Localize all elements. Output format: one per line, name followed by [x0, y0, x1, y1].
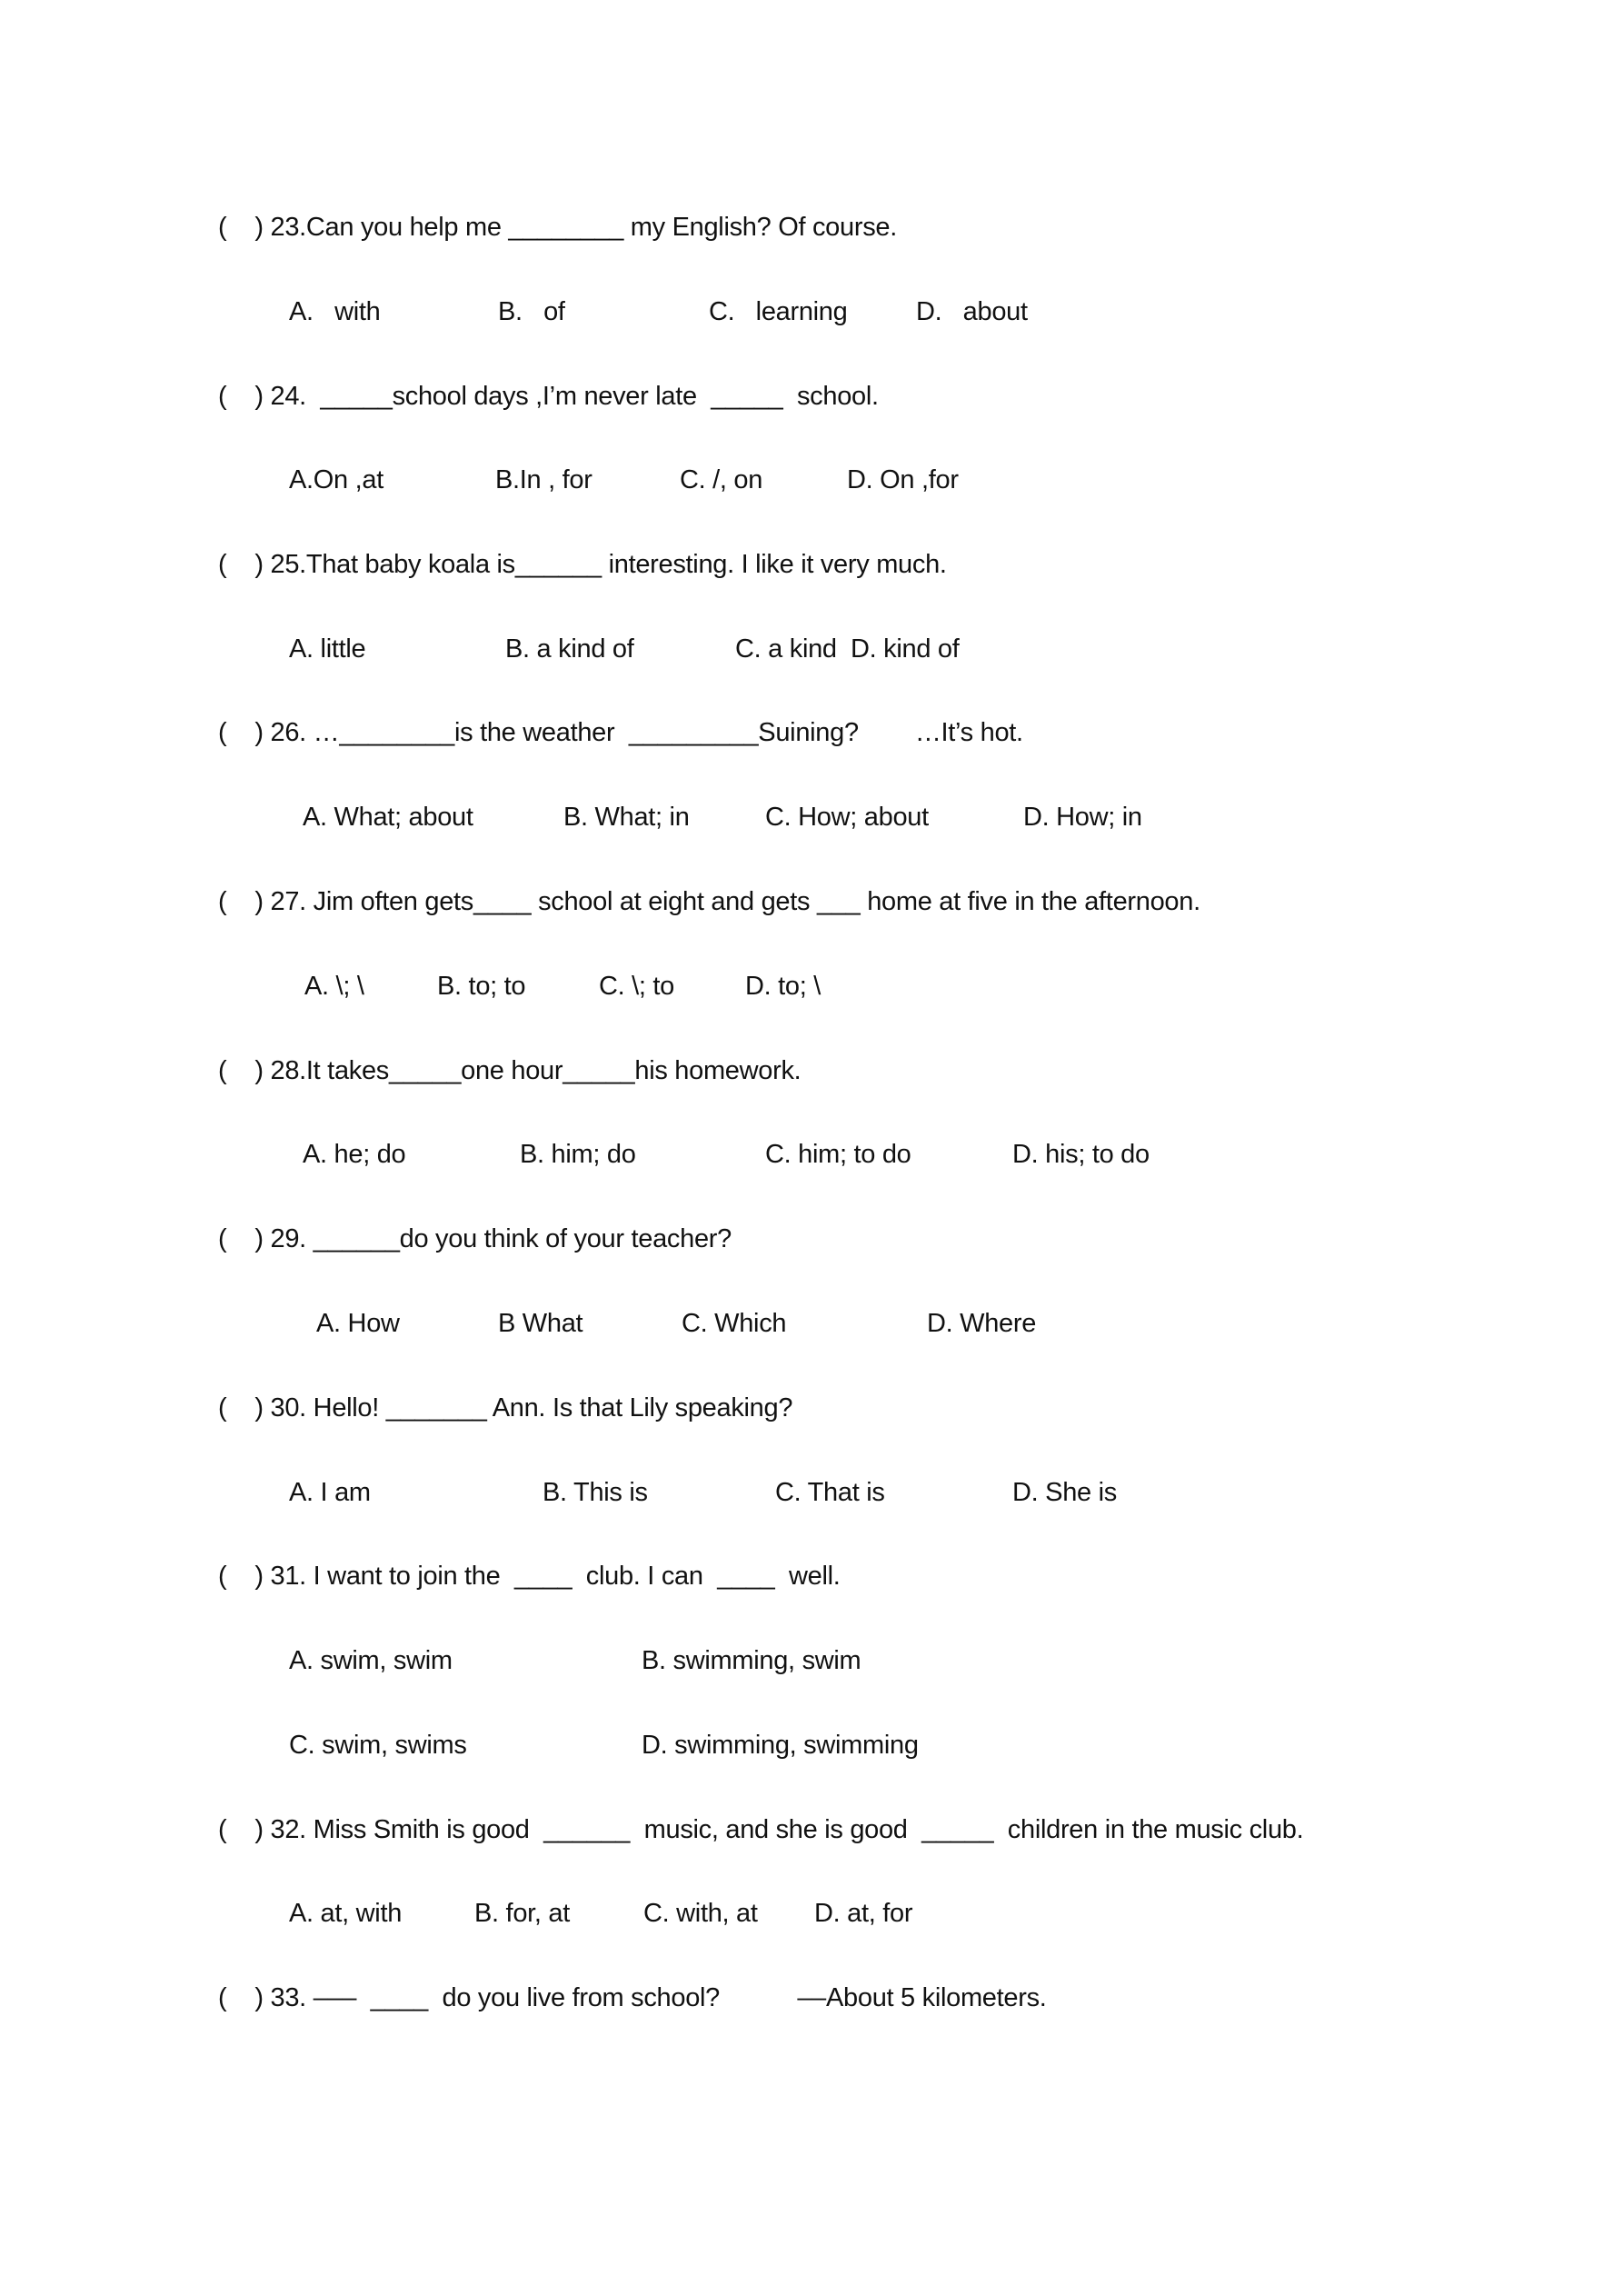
question-29-option-d: D. Where	[927, 1309, 1037, 1338]
question-24-stem: ( ) 24. _____school days ,I’m never late _____ school.	[218, 382, 879, 411]
question-23-option-c: C. learning	[709, 297, 848, 326]
question-23-option-a: A. with	[289, 297, 381, 326]
question-26-stem: ( ) 26. …________is the weather _________Suining? …It’s hot.	[218, 718, 1023, 747]
question-29-option-a: A. How	[316, 1309, 400, 1338]
question-31-option-d: D. swimming, swimming	[642, 1731, 919, 1760]
question-31-stem: ( ) 31. I want to join the ____ club. I can ____ well.	[218, 1562, 841, 1591]
question-32-option-c: C. with, at	[643, 1899, 758, 1928]
question-30-option-a: A. I am	[289, 1478, 371, 1507]
question-23-stem: ( ) 23.Can you help me ________ my English? Of course.	[218, 213, 897, 242]
question-30-option-b: B. This is	[543, 1478, 648, 1507]
question-26-option-b: B. What; in	[563, 803, 690, 832]
question-27-stem: ( ) 27. Jim often gets____ school at eight and gets ___ home at five in the afternoon.	[218, 887, 1200, 916]
question-32-option-b: B. for, at	[474, 1899, 570, 1928]
question-29-stem: ( ) 29. ______do you think of your teacher?	[218, 1224, 732, 1253]
question-25-stem: ( ) 25.That baby koala is______ interesting. I like it very much.	[218, 550, 947, 579]
question-30-option-c: C. That is	[775, 1478, 885, 1507]
question-28-option-b: B. him; do	[520, 1140, 636, 1169]
question-28-stem: ( ) 28.It takes_____one hour_____his homework.	[218, 1056, 802, 1085]
question-32-stem: ( ) 32. Miss Smith is good ______ music, and she is good _____ children in the music club.	[218, 1815, 1304, 1844]
question-26-option-c: C. How; about	[765, 803, 929, 832]
question-24-option-b: B.In , for	[495, 465, 592, 494]
question-23-option-d: D. about	[916, 297, 1028, 326]
question-27-option-a: A. \; \	[304, 972, 364, 1001]
question-29-option-b: B What	[498, 1309, 583, 1338]
question-27-option-c: C. \; to	[599, 972, 675, 1001]
question-25-option-a: A. little	[289, 634, 366, 664]
question-30-stem: ( ) 30. Hello! _______ Ann. Is that Lily speaking?	[218, 1393, 793, 1423]
question-25-option-d: D. kind of	[851, 634, 960, 664]
question-28-option-a: A. he; do	[303, 1140, 406, 1169]
question-31-option-a: A. swim, swim	[289, 1646, 453, 1675]
question-26-option-d: D. How; in	[1023, 803, 1142, 832]
question-25-option-c: C. a kind	[735, 634, 837, 664]
question-30-option-d: D. She is	[1012, 1478, 1117, 1507]
question-32-option-a: A. at, with	[289, 1899, 403, 1928]
question-31-option-c: C. swim, swims	[289, 1731, 467, 1760]
question-33-stem: ( ) 33. ––– ____ do you live from school? ––About 5 kilometers.	[218, 1983, 1047, 2012]
question-28-option-c: C. him; to do	[765, 1140, 911, 1169]
question-24-option-a: A.On ,at	[289, 465, 383, 494]
question-28-option-d: D. his; to do	[1012, 1140, 1150, 1169]
question-29-option-c: C. Which	[682, 1309, 787, 1338]
question-24-option-d: D. On ,for	[847, 465, 959, 494]
question-27-option-d: D. to; \	[745, 972, 821, 1001]
question-31-option-b: B. swimming, swim	[642, 1646, 861, 1675]
question-26-option-a: A. What; about	[303, 803, 473, 832]
question-32-option-d: D. at, for	[814, 1899, 913, 1928]
question-27-option-b: B. to; to	[437, 972, 526, 1001]
question-24-option-c: C. /, on	[680, 465, 763, 494]
question-23-option-b: B. of	[498, 297, 565, 326]
question-25-option-b: B. a kind of	[505, 634, 634, 664]
